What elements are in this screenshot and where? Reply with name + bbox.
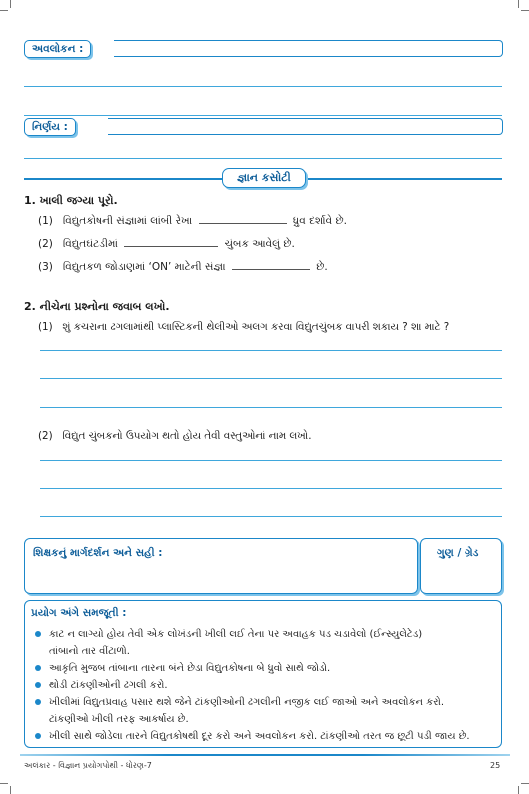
question-2 <box>38 430 312 443</box>
list-item: કાટ ન લાગ્યો હોય તેવી એક લોખંડની ખીલી લઈ તેના પર અવાહક પડ ચડાવેલો (ઈન્સ્યુલેટેડ) <box>35 629 422 640</box>
fill-blank-item <box>38 215 347 228</box>
footer-book-title: અલંકાર - વિજ્ઞાન પ્રયોગપોથી - ધોરણ-7 <box>24 761 152 770</box>
crop-mark <box>521 10 529 11</box>
section2-heading: 2. નીચેના પ્રશ્નોના જવાબ લખો. <box>24 300 170 313</box>
bullet-icon <box>35 699 41 705</box>
crop-mark <box>0 10 8 11</box>
bullet-icon <box>35 733 41 739</box>
blank-field[interactable] <box>124 245 218 247</box>
answer-line[interactable] <box>40 407 502 408</box>
list-item: ખીલીમાં વિદ્યુતપ્રવાહ પસાર થશે જેને ટાંકણીઓની ઢગલીની નજીક લઈ જાઓ અને અવલોકન કરો. <box>35 697 444 708</box>
item-number: (3) <box>38 261 53 273</box>
quiz-title: જ્ઞાન કસોટી <box>222 168 306 188</box>
answer-line[interactable] <box>40 488 502 489</box>
question-text: શું કચરાના ઢગલામાંથી પ્લાસ્ટિકની થેલીઓ અલગ કરવા વિદ્યુતચુંબક વાપરી શકાય ? શા માટે ? <box>62 321 450 333</box>
section1-heading: 1. ખાલી જગ્યા પૂરો. <box>24 194 118 207</box>
grade-box[interactable] <box>420 538 502 594</box>
list-item: આકૃતિ મુજબ તાંબાના તારના બંને છેડા વિદ્યુતકોષના બે ધ્રુવો સાથે જોડો. <box>35 663 330 674</box>
list-item: થોડી ટાંકણીઓની ઢગલી કરો. <box>35 680 168 691</box>
blank-field[interactable] <box>199 222 287 224</box>
experiment-notes-box <box>24 600 502 748</box>
fill-blank-item <box>38 238 295 251</box>
crop-mark <box>518 786 519 794</box>
item-number: (2) <box>38 238 53 250</box>
observation-label: અવલોકન : <box>24 40 91 58</box>
footer-rule <box>20 754 510 756</box>
observation-header-line <box>114 40 503 57</box>
teacher-label: શિક્ષકનું માર્ગદર્શન અને સહી : <box>33 547 163 559</box>
blank-field[interactable] <box>232 268 310 270</box>
item-text-after: ચુંબક આવેલું છે. <box>224 238 295 250</box>
question-text: વિદ્યુત ચુંબકનો ઉપયોગ થતો હોય તેવી વસ્તુઓનાં નામ લખો. <box>62 430 312 442</box>
conclusion-label: નિર્ણય : <box>24 118 76 136</box>
answer-line[interactable] <box>40 378 502 379</box>
answer-line[interactable] <box>24 86 502 87</box>
fill-blank-item <box>38 261 328 274</box>
answer-line[interactable] <box>40 516 502 517</box>
item-number: (1) <box>38 215 53 227</box>
question-1 <box>38 321 449 334</box>
item-text-before: વિદ્યુતઘંટડીમાં <box>62 238 118 250</box>
conclusion-header-line <box>108 118 503 135</box>
bullet-icon <box>35 682 41 688</box>
answer-line[interactable] <box>24 158 502 159</box>
item-text-before: વિદ્યુતકળ જોડાણમાં ‘ON’ માટેની સંજ્ઞા <box>62 261 226 273</box>
answer-line[interactable] <box>40 460 502 461</box>
grade-label: ગુણ / ગ્રેડ <box>437 547 479 559</box>
crop-mark <box>521 783 529 784</box>
answer-line[interactable] <box>24 115 502 116</box>
notes-title: પ્રયોગ અંગે સમજૂતી : <box>31 607 127 619</box>
crop-mark <box>10 786 11 794</box>
list-item-continued: તાંબાનો તાર વીંટાળો. <box>49 646 130 657</box>
bullet-icon <box>35 631 41 637</box>
item-number: (1) <box>38 321 53 333</box>
page-number: 25 <box>490 761 501 770</box>
list-item: ખીલી સાથે જોડેલા તારને વિદ્યુતકોષથી દૂર કરો અને અવલોકન કરો. ટાંકણીઓ તરત જ છૂટી પડી જાય છે. <box>35 731 470 742</box>
crop-mark <box>518 0 519 8</box>
item-text-before: વિદ્યુતકોષની સંજ્ઞામાં લાંબી રેખા <box>62 215 193 227</box>
item-text-after: છે. <box>316 261 328 273</box>
item-text-after: ધ્રુવ દર્શાવે છે. <box>292 215 347 227</box>
item-number: (2) <box>38 430 53 442</box>
answer-line[interactable] <box>40 350 502 351</box>
crop-mark <box>10 0 11 8</box>
bullet-icon <box>35 665 41 671</box>
crop-mark <box>0 783 8 784</box>
list-item-continued: ટાંકણીઓ ખીલી તરફ આકર્ષાય છે. <box>49 714 189 725</box>
teacher-signature-box[interactable] <box>24 538 418 594</box>
